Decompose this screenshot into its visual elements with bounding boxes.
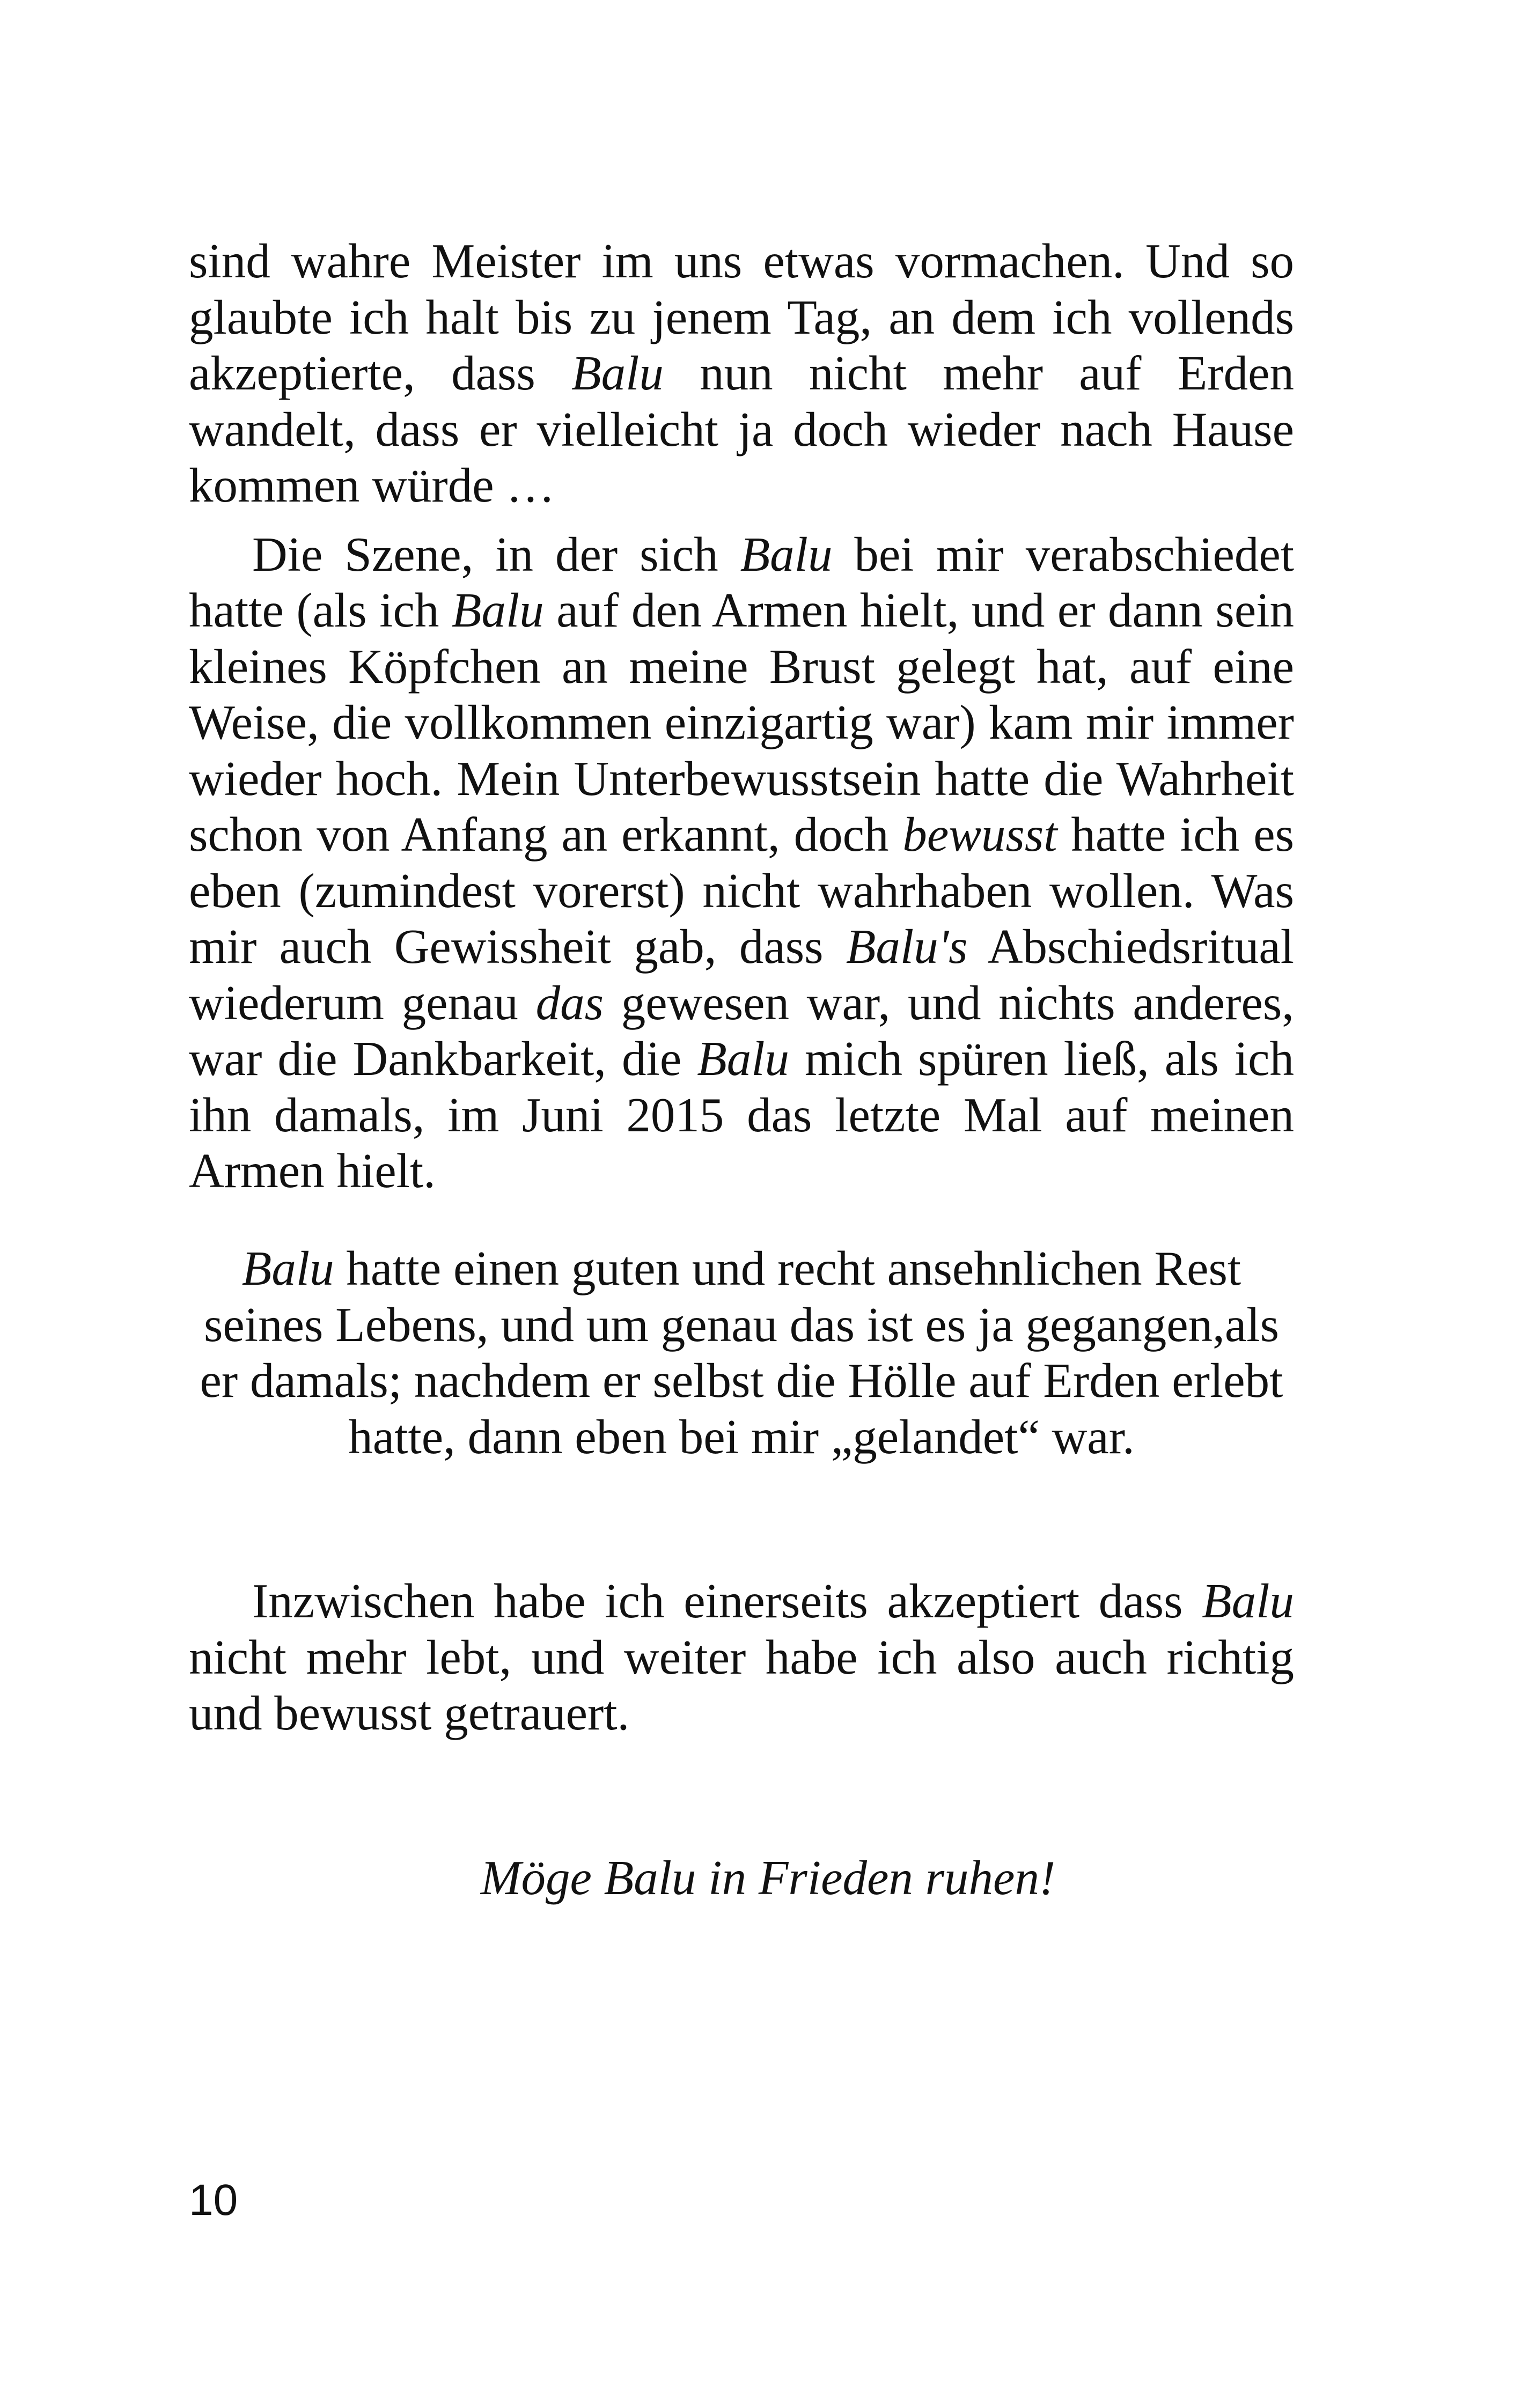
text-run-italic: Balu: [697, 1032, 790, 1086]
text-run-italic: Balu's: [846, 919, 968, 974]
closing-line: Möge Balu in Frieden ruhen!: [480, 1851, 1056, 1905]
centered-paragraph: [189, 1241, 1294, 1465]
text-run-italic: bewusst: [902, 807, 1057, 861]
text-run-italic: Balu: [451, 583, 544, 637]
paragraph-2: [189, 527, 1294, 1199]
text-run: hatte einen guten und recht ansehnlichen Rest seines Lebens, und um genau das ist es ja gegangen,als er damals; nachdem er selbst die Hölle auf Erden erlebt hatte, dann eben bei mir „gelandet“ war.: [200, 1241, 1283, 1464]
text-run: nun nicht mehr auf Erden wandelt, dass er vielleicht ja doch wieder nach Hause kommen würde …: [189, 346, 1294, 512]
paragraph-3: [189, 1573, 1294, 1742]
text-run: gewesen war, und nichts anderes, war die Dankbarkeit, die: [189, 975, 1294, 1086]
text-run: hatte ich es eben (zumindest vorerst) nicht wahrhaben wollen. Was mir auch Gewissheit gab, dass: [189, 807, 1294, 974]
text-run: mich spüren ließ, als ich ihn damals, im Juni 2015 das letzte Mal auf meinen Armen hielt.: [189, 1032, 1294, 1198]
text-run: Inzwischen habe ich einerseits akzeptiert dass: [252, 1574, 1202, 1628]
text-run: nicht mehr lebt, und weiter habe ich also auch richtig und bewusst getrauert.: [189, 1630, 1294, 1740]
text-run-italic: Balu: [571, 346, 664, 400]
text-run: Abschiedsritual wiederum genau: [189, 919, 1294, 1030]
paragraph-1: [189, 233, 1294, 514]
text-run-italic: das: [535, 975, 604, 1030]
text-run: bei mir verabschiedet hatte (als ich: [189, 527, 1295, 637]
page-number: 10: [189, 2176, 238, 2225]
text-run: sind wahre Meister im uns etwas vormachen. Und so glaubte ich halt bis zu jenem Tag, an dem ich vollends akzeptierte, dass: [189, 234, 1294, 400]
text-run-italic: Balu: [1202, 1574, 1294, 1628]
text-run: Die Szene, in der sich: [252, 527, 740, 581]
body-text: [189, 233, 1294, 1199]
text-run-italic: Balu: [241, 1241, 334, 1295]
text-run: auf den Armen hielt, und er dann sein kleines Köpfchen an meine Brust gelegt hat, auf eine Weise, die vollkommen einzigartig war) kam mir immer wieder hoch. Mein Unterbewusstsein hatte die Wahrheit schon von Anfang an erkannt, doch: [189, 583, 1294, 861]
text-run-italic: Balu: [740, 527, 833, 581]
